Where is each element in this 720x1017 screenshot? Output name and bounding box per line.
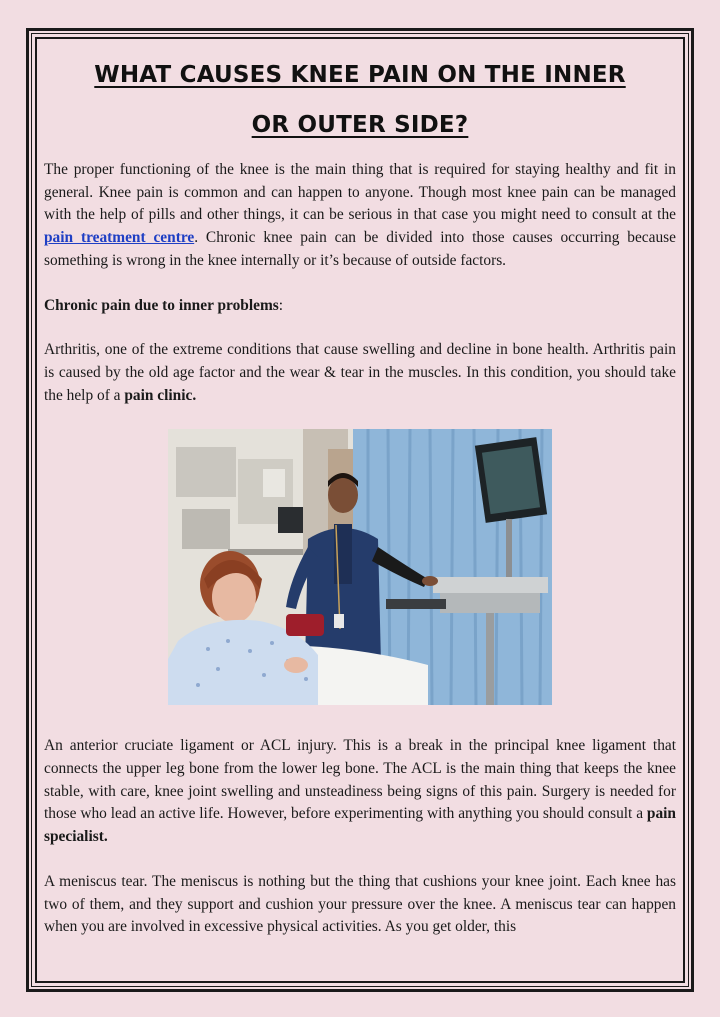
pain-treatment-centre-link[interactable]: pain treatment centre — [44, 229, 195, 247]
page-title — [44, 50, 676, 150]
document-content — [44, 50, 676, 980]
section-heading: Chronic pain due to inner problems — [44, 296, 279, 314]
pain-clinic-text: pain clinic. — [124, 386, 197, 404]
section-heading-paragraph — [44, 295, 676, 318]
pain-specialist-text: pain specialist. — [44, 805, 676, 846]
meniscus-paragraph — [44, 871, 676, 939]
arthritis-text: Arthritis, one of the extreme conditions that cause swelling and decline in bone health. Arthritis pain is caused by the old age factor and the wear & tear in the muscles. In this condition, you should take the help of a — [44, 341, 676, 404]
title-line-1: WHAT CAUSES KNEE PAIN ON THE INNER — [94, 62, 626, 88]
intro-text-2: . Chronic knee pain can be divided into those causes occurring because something is wrong in the knee internally or it’s because of outside factors. — [44, 229, 676, 269]
photo-container — [44, 429, 676, 710]
intro-paragraph — [44, 159, 676, 273]
intro-text-1: The proper functioning of the knee is the main thing that is required for staying healthy and fit in general. Knee pain is common and can happen to anyone. Though most knee pain can be managed with the help of pills and other things, it can be serious in that case you might need to consult at the — [44, 161, 676, 224]
acl-text: An anterior cruciate ligament or ACL injury. This is a break in the principal knee ligament that connects the upper leg bone from the lower leg bone. The ACL is the main thing that keeps the knee stable, with care, knee joint swelling and unsteadiness being signs of this pain. Surgery is needed for those who lead an active life. However, before experimenting with anything you should consult a — [44, 737, 676, 823]
hospital-scene-illustration — [168, 429, 552, 705]
acl-paragraph — [44, 735, 676, 849]
arthritis-paragraph — [44, 339, 676, 407]
hospital-photo — [168, 429, 552, 705]
title-line-2: OR OUTER SIDE? — [251, 112, 469, 138]
section-heading-colon: : — [278, 296, 284, 314]
meniscus-text: A meniscus tear. The meniscus is nothing but the thing that cushions your knee joint. Each knee has two of them, and they support and cushion your pressure over the knee. A meniscus tear can happen when you are involved in excessive physical activities. As you get older, this — [44, 872, 676, 936]
